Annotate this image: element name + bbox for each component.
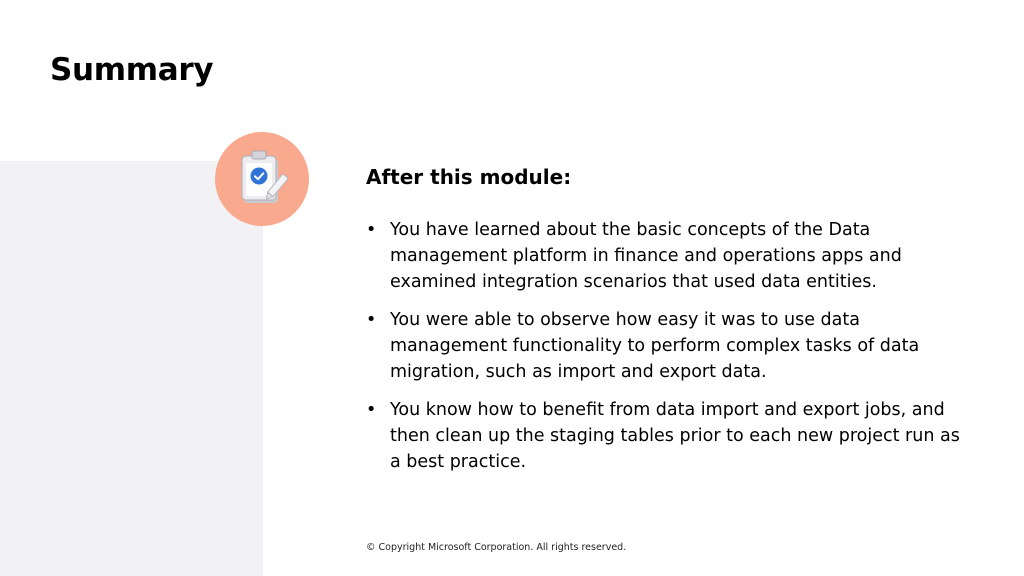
slide-title: Summary: [50, 52, 214, 88]
summary-item-text: You have learned about the basic concepts of the Data management platform in finance and operations apps and examined integration scenarios that used data entities.: [390, 220, 902, 292]
summary-item-text: You know how to benefit from data import and export jobs, and then clean up the staging tables prior to each new project run as a best practice.: [390, 400, 960, 472]
clipboard-check-icon: [215, 132, 309, 226]
bullet-marker: •: [366, 310, 377, 330]
summary-item-text: You were able to observe how easy it was to use data management functionality to perform complex tasks of data migration, such as import and export data.: [390, 310, 920, 382]
bullet-marker: •: [366, 400, 377, 420]
bullet-marker: •: [366, 220, 377, 240]
summary-item: [366, 217, 976, 295]
summary-item: [366, 307, 976, 385]
summary-list: [366, 217, 976, 487]
summary-item: [366, 397, 976, 475]
clipboard-badge: [215, 132, 309, 226]
section-heading: After this module:: [366, 165, 572, 189]
copyright-notice: © Copyright Microsoft Corporation. All rights reserved.: [366, 542, 627, 553]
